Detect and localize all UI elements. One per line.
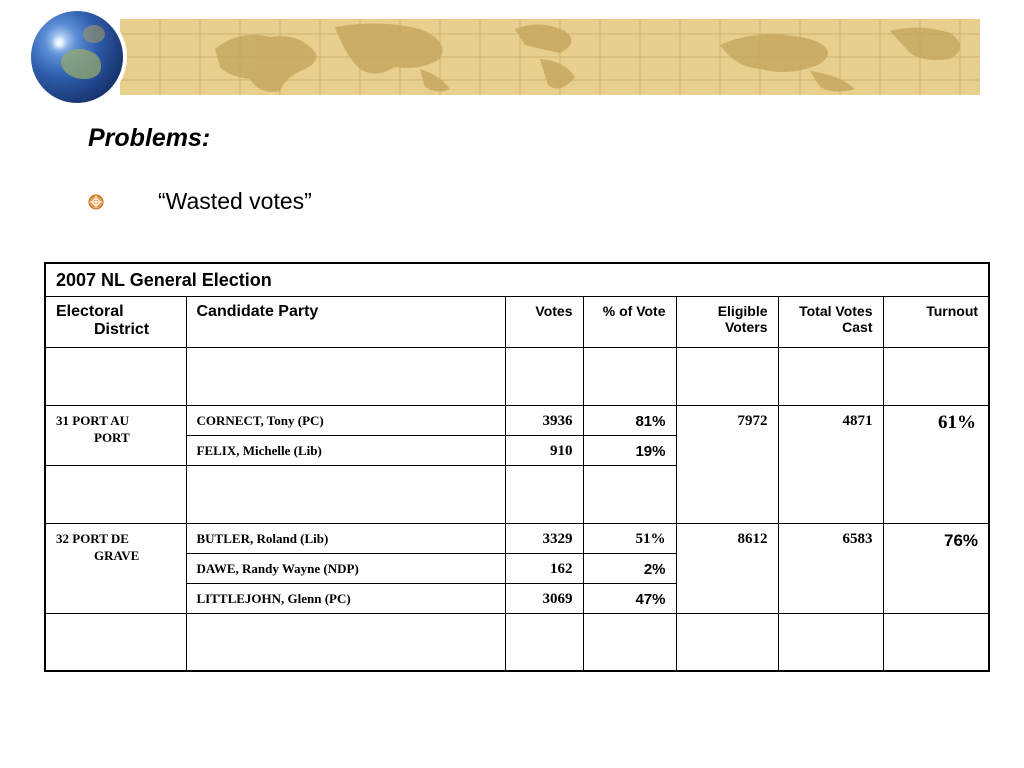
- candidate-pct: 2%: [583, 553, 676, 583]
- spacer-row: [45, 613, 989, 671]
- turnout-value: 61%: [883, 405, 989, 523]
- eligible-voters: 7972: [676, 405, 778, 523]
- eligible-voters: 8612: [676, 523, 778, 613]
- header-turnout: Turnout: [883, 296, 989, 347]
- header-candidate-party: Candidate Party: [186, 296, 505, 347]
- globe-icon: [31, 11, 123, 103]
- candidate-votes: 162: [505, 553, 583, 583]
- slide-heading: Problems:: [88, 124, 211, 152]
- candidate-pct: 47%: [583, 583, 676, 613]
- candidate-votes: 3329: [505, 523, 583, 553]
- table-row: [45, 523, 989, 553]
- spacer-row: [45, 347, 989, 405]
- candidate-pct: 81%: [583, 405, 676, 435]
- bullet-text: “Wasted votes”: [158, 188, 312, 214]
- table-header-row: [45, 296, 989, 347]
- world-map-graphic: [120, 19, 980, 95]
- district-cell: 32 PORT DE GRAVE: [45, 523, 186, 613]
- total-votes-cast: 4871: [778, 405, 883, 523]
- candidate-pct: 19%: [583, 435, 676, 465]
- candidate-votes: 3936: [505, 405, 583, 435]
- election-results-table: [44, 262, 990, 672]
- turnout-value: 76%: [883, 523, 989, 613]
- candidate-votes: 910: [505, 435, 583, 465]
- header-votes: Votes: [505, 296, 583, 347]
- candidate-name: DAWE, Randy Wayne (NDP): [186, 553, 505, 583]
- candidate-name: FELIX, Michelle (Lib): [186, 435, 505, 465]
- candidate-name: BUTLER, Roland (Lib): [186, 523, 505, 553]
- candidate-pct: 51%: [583, 523, 676, 553]
- candidate-name: CORNECT, Tony (PC): [186, 405, 505, 435]
- header-electoral-district: Electoral District: [45, 296, 186, 347]
- total-votes-cast: 6583: [778, 523, 883, 613]
- table-row: [45, 405, 989, 435]
- candidate-name: LITTLEJOHN, Glenn (PC): [186, 583, 505, 613]
- header-eligible-voters: Eligible Voters: [676, 296, 778, 347]
- header-pct-vote: % of Vote: [583, 296, 676, 347]
- district-cell: 31 PORT AU PORT: [45, 405, 186, 465]
- header-banner: [120, 19, 980, 95]
- target-bullet-icon: [88, 194, 104, 210]
- candidate-votes: 3069: [505, 583, 583, 613]
- header-total-votes-cast: Total Votes Cast: [778, 296, 883, 347]
- table-title: 2007 NL General Election: [45, 263, 989, 296]
